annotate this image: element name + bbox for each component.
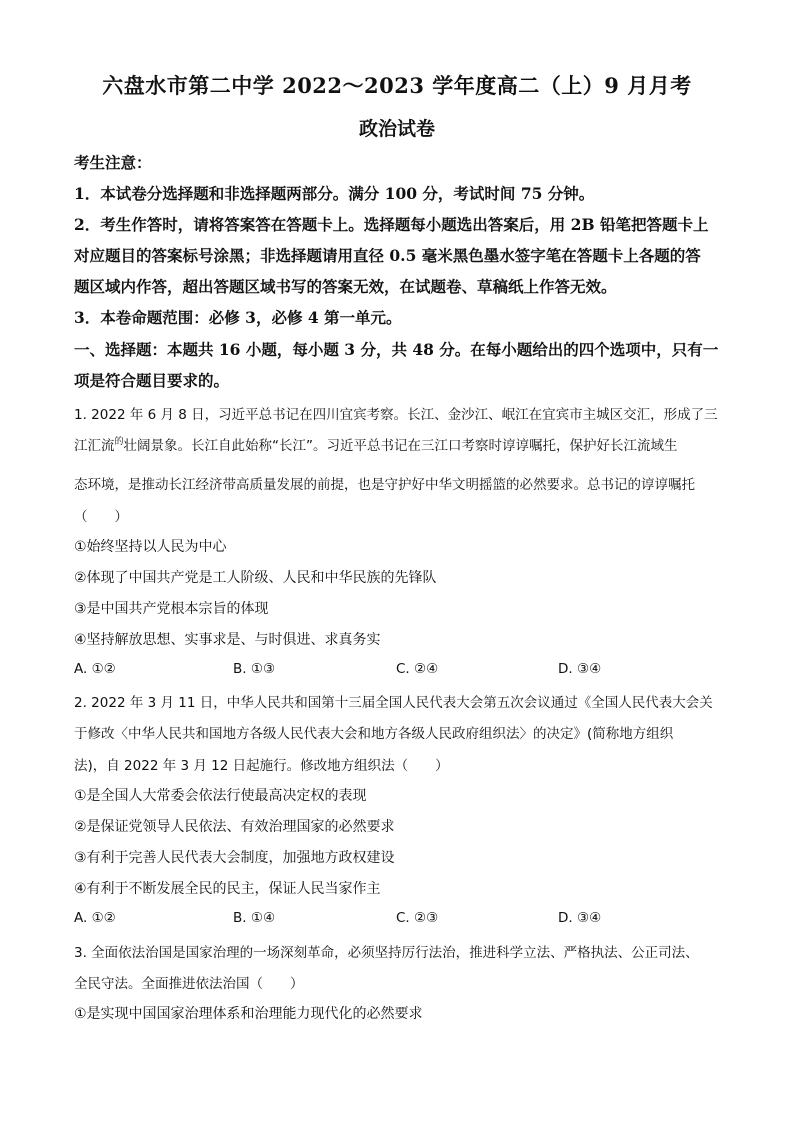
notice-heading: 考生注意：: [74, 153, 152, 172]
q2-statement: ④有利于不断发展全民的民主，保证人民当家作主: [74, 881, 381, 897]
notice-line: 对应题目的答案标号涂黑；非选择题请用直径 0.5 毫米黑色墨水签字笔在答题卡上各题的答: [74, 246, 701, 265]
q1-statement: ③是中国共产党根本宗旨的体现: [74, 601, 269, 617]
q1-option-c: C. ②④: [396, 661, 439, 677]
q2-option-d: D. ③④: [558, 910, 602, 926]
q2-statement: ③有利于完善人民代表大会制度，加强地方政权建设: [74, 850, 395, 866]
q2-option-b: B. ①④: [233, 910, 276, 926]
q1-stem-line-2: [74, 434, 678, 454]
q1-option-a: A. ①②: [74, 661, 116, 677]
q1-stem-fragment: 江汇流: [74, 438, 115, 454]
exam-subtitle: 政治试卷: [358, 118, 435, 140]
q3-stem-line: 全民守法。全面推进依法治国（ ）: [74, 976, 304, 992]
q1-statement: ④坚持解放思想、实事求是、与时俱进、求真务实: [74, 632, 381, 648]
notice-line: 题区域内作答，超出答题区域书写的答案无效，在试题卷、草稿纸上作答无效。: [74, 277, 617, 296]
q2-option-a: A. ①②: [74, 910, 116, 926]
q3-statement: ①是实现中国国家治理体系和治理能力现代化的必然要求: [74, 1006, 423, 1022]
q2-statement: ①是全国人大常委会依法行使最高决定权的表现: [74, 788, 367, 804]
notice-line: 1．本试卷分选择题和非选择题两部分。满分 100 分，考试时间 75 分钟。: [74, 184, 595, 203]
q1-statement: ②体现了中国共产党是工人阶级、人民和中华民族的先锋队: [74, 570, 437, 586]
section-heading-line-1: 一、选择题：本题共 16 小题，每小题 3 分，共 48 分。在每小题给出的四个选项中，只有一: [74, 340, 719, 359]
exam-title: 六盘水市第二中学 2022～2023 学年度高二（上）9 月月考: [102, 73, 692, 98]
q1-option-b: B. ①③: [233, 661, 276, 677]
q1-stem-line: 态环境，是推动长江经济带高质量发展的前提，也是守护好中华文明摇篮的必然要求。总书记的谆谆嘱托: [74, 477, 695, 493]
q2-option-c: C. ②③: [396, 910, 439, 926]
q2-stem-line: 于修改〈中华人民共和国地方各级人民代表大会和地方各级人民政府组织法〉的决定》(简称地方组织: [74, 726, 674, 742]
q1-stem-fragment: 壮阔景象。长江自此始称“长江”。习近平总书记在三江口考察时谆谆嘱托，保护好长江流域生: [123, 438, 678, 454]
section-heading-line-2: 项是符合题目要求的。: [74, 371, 230, 390]
q1-statement: ①始终坚持以人民为中心: [74, 539, 227, 555]
q2-stem-line: 2. 2022 年 3 月 11 日，中华人民共和国第十三届全国人民代表大会第五次会议通过《全国人民代表大会关: [74, 695, 713, 711]
q2-stem-line: 法)，自 2022 年 3 月 12 日起施行。修改地方组织法（ ）: [74, 758, 449, 774]
q1-option-d: D. ③④: [558, 661, 602, 677]
q2-statement: ②是保证党领导人民依法、有效治理国家的必然要求: [74, 819, 395, 835]
notice-line: 3．本卷命题范围：必修 3，必修 4 第一单元。: [74, 308, 402, 327]
q1-superscript: 的: [114, 437, 124, 447]
q1-answer-blank: （ ）: [74, 509, 128, 525]
q1-stem-line: 1. 2022 年 6 月 8 日，习近平总书记在四川宜宾考察。长江、金沙江、岷江在宜宾市主城区交汇，形成了三: [74, 407, 718, 423]
q3-stem-line: 3. 全面依法治国是国家治理的一场深刻革命，必须坚持厉行法治，推进科学立法、严格执法、公正司法、: [74, 945, 699, 961]
notice-line: 2．考生作答时，请将答案答在答题卡上。选择题每小题选出答案后，用 2B 铅笔把答题卡上: [74, 215, 709, 234]
